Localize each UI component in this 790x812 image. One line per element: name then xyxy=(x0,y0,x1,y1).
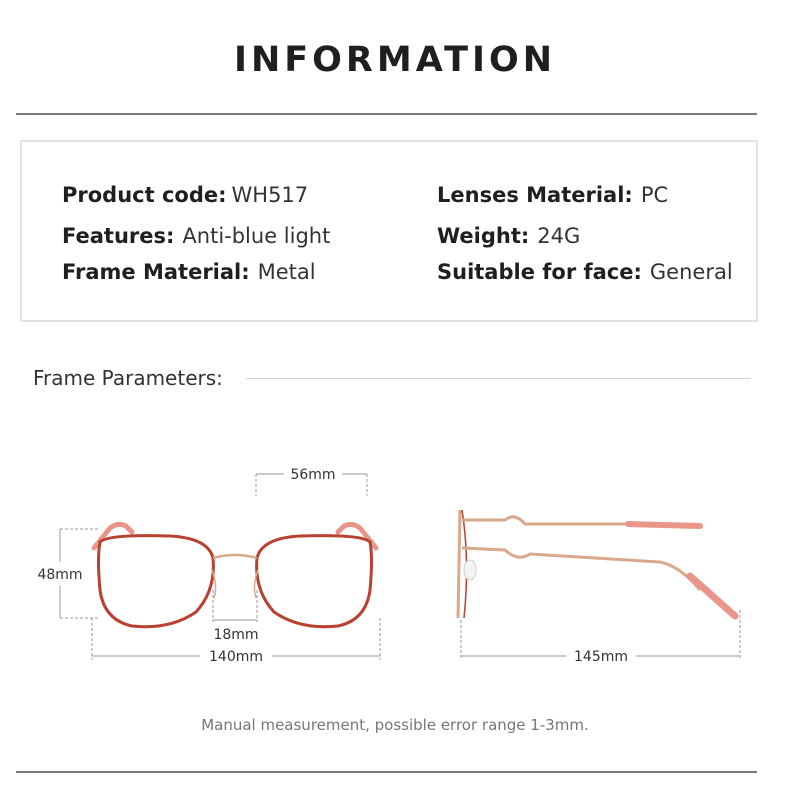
frame-parameters-divider xyxy=(246,378,751,379)
side-view-glasses xyxy=(458,510,735,618)
bottom-divider xyxy=(16,771,757,773)
lenses-material-label: Lenses Material: xyxy=(437,183,633,207)
lens-width-label: 56mm xyxy=(290,467,336,483)
frame-material-value: Metal xyxy=(257,260,316,284)
top-divider xyxy=(16,113,757,115)
info-frame-material xyxy=(62,260,316,284)
lenses-material-value: PC xyxy=(640,183,669,207)
bridge-width-dimension xyxy=(213,590,259,643)
lens-height-label: 48mm xyxy=(37,567,83,583)
features-value: Anti-blue light xyxy=(182,224,331,248)
lens-width-dimension xyxy=(256,467,367,496)
product-code-value: WH517 xyxy=(231,183,309,207)
frame-width-label: 140mm xyxy=(209,649,263,665)
frame-parameters-label: Frame Parameters: xyxy=(33,366,223,390)
info-weight xyxy=(437,224,580,248)
suitable-for-face-value: General xyxy=(649,260,733,284)
info-lenses-material xyxy=(437,183,668,207)
bridge-width-label: 18mm xyxy=(213,627,259,643)
temple-length-label: 145mm xyxy=(574,649,628,665)
suitable-for-face-label: Suitable for face: xyxy=(437,260,642,284)
product-code-label: Product code: xyxy=(62,183,227,207)
temple-length-dimension xyxy=(461,610,740,665)
weight-value: 24G xyxy=(537,224,581,248)
front-view-glasses xyxy=(94,524,376,626)
frame-diagram xyxy=(0,440,790,680)
info-suitable-for-face xyxy=(437,260,733,284)
features-label: Features: xyxy=(62,224,175,248)
weight-label: Weight: xyxy=(437,224,530,248)
page-title: INFORMATION xyxy=(233,40,557,80)
measurement-note: Manual measurement, possible error range 1-3mm. xyxy=(201,716,589,734)
info-features xyxy=(62,224,330,248)
info-product-code xyxy=(62,183,308,207)
lens-height-dimension xyxy=(37,529,100,618)
frame-material-label: Frame Material: xyxy=(62,260,250,284)
